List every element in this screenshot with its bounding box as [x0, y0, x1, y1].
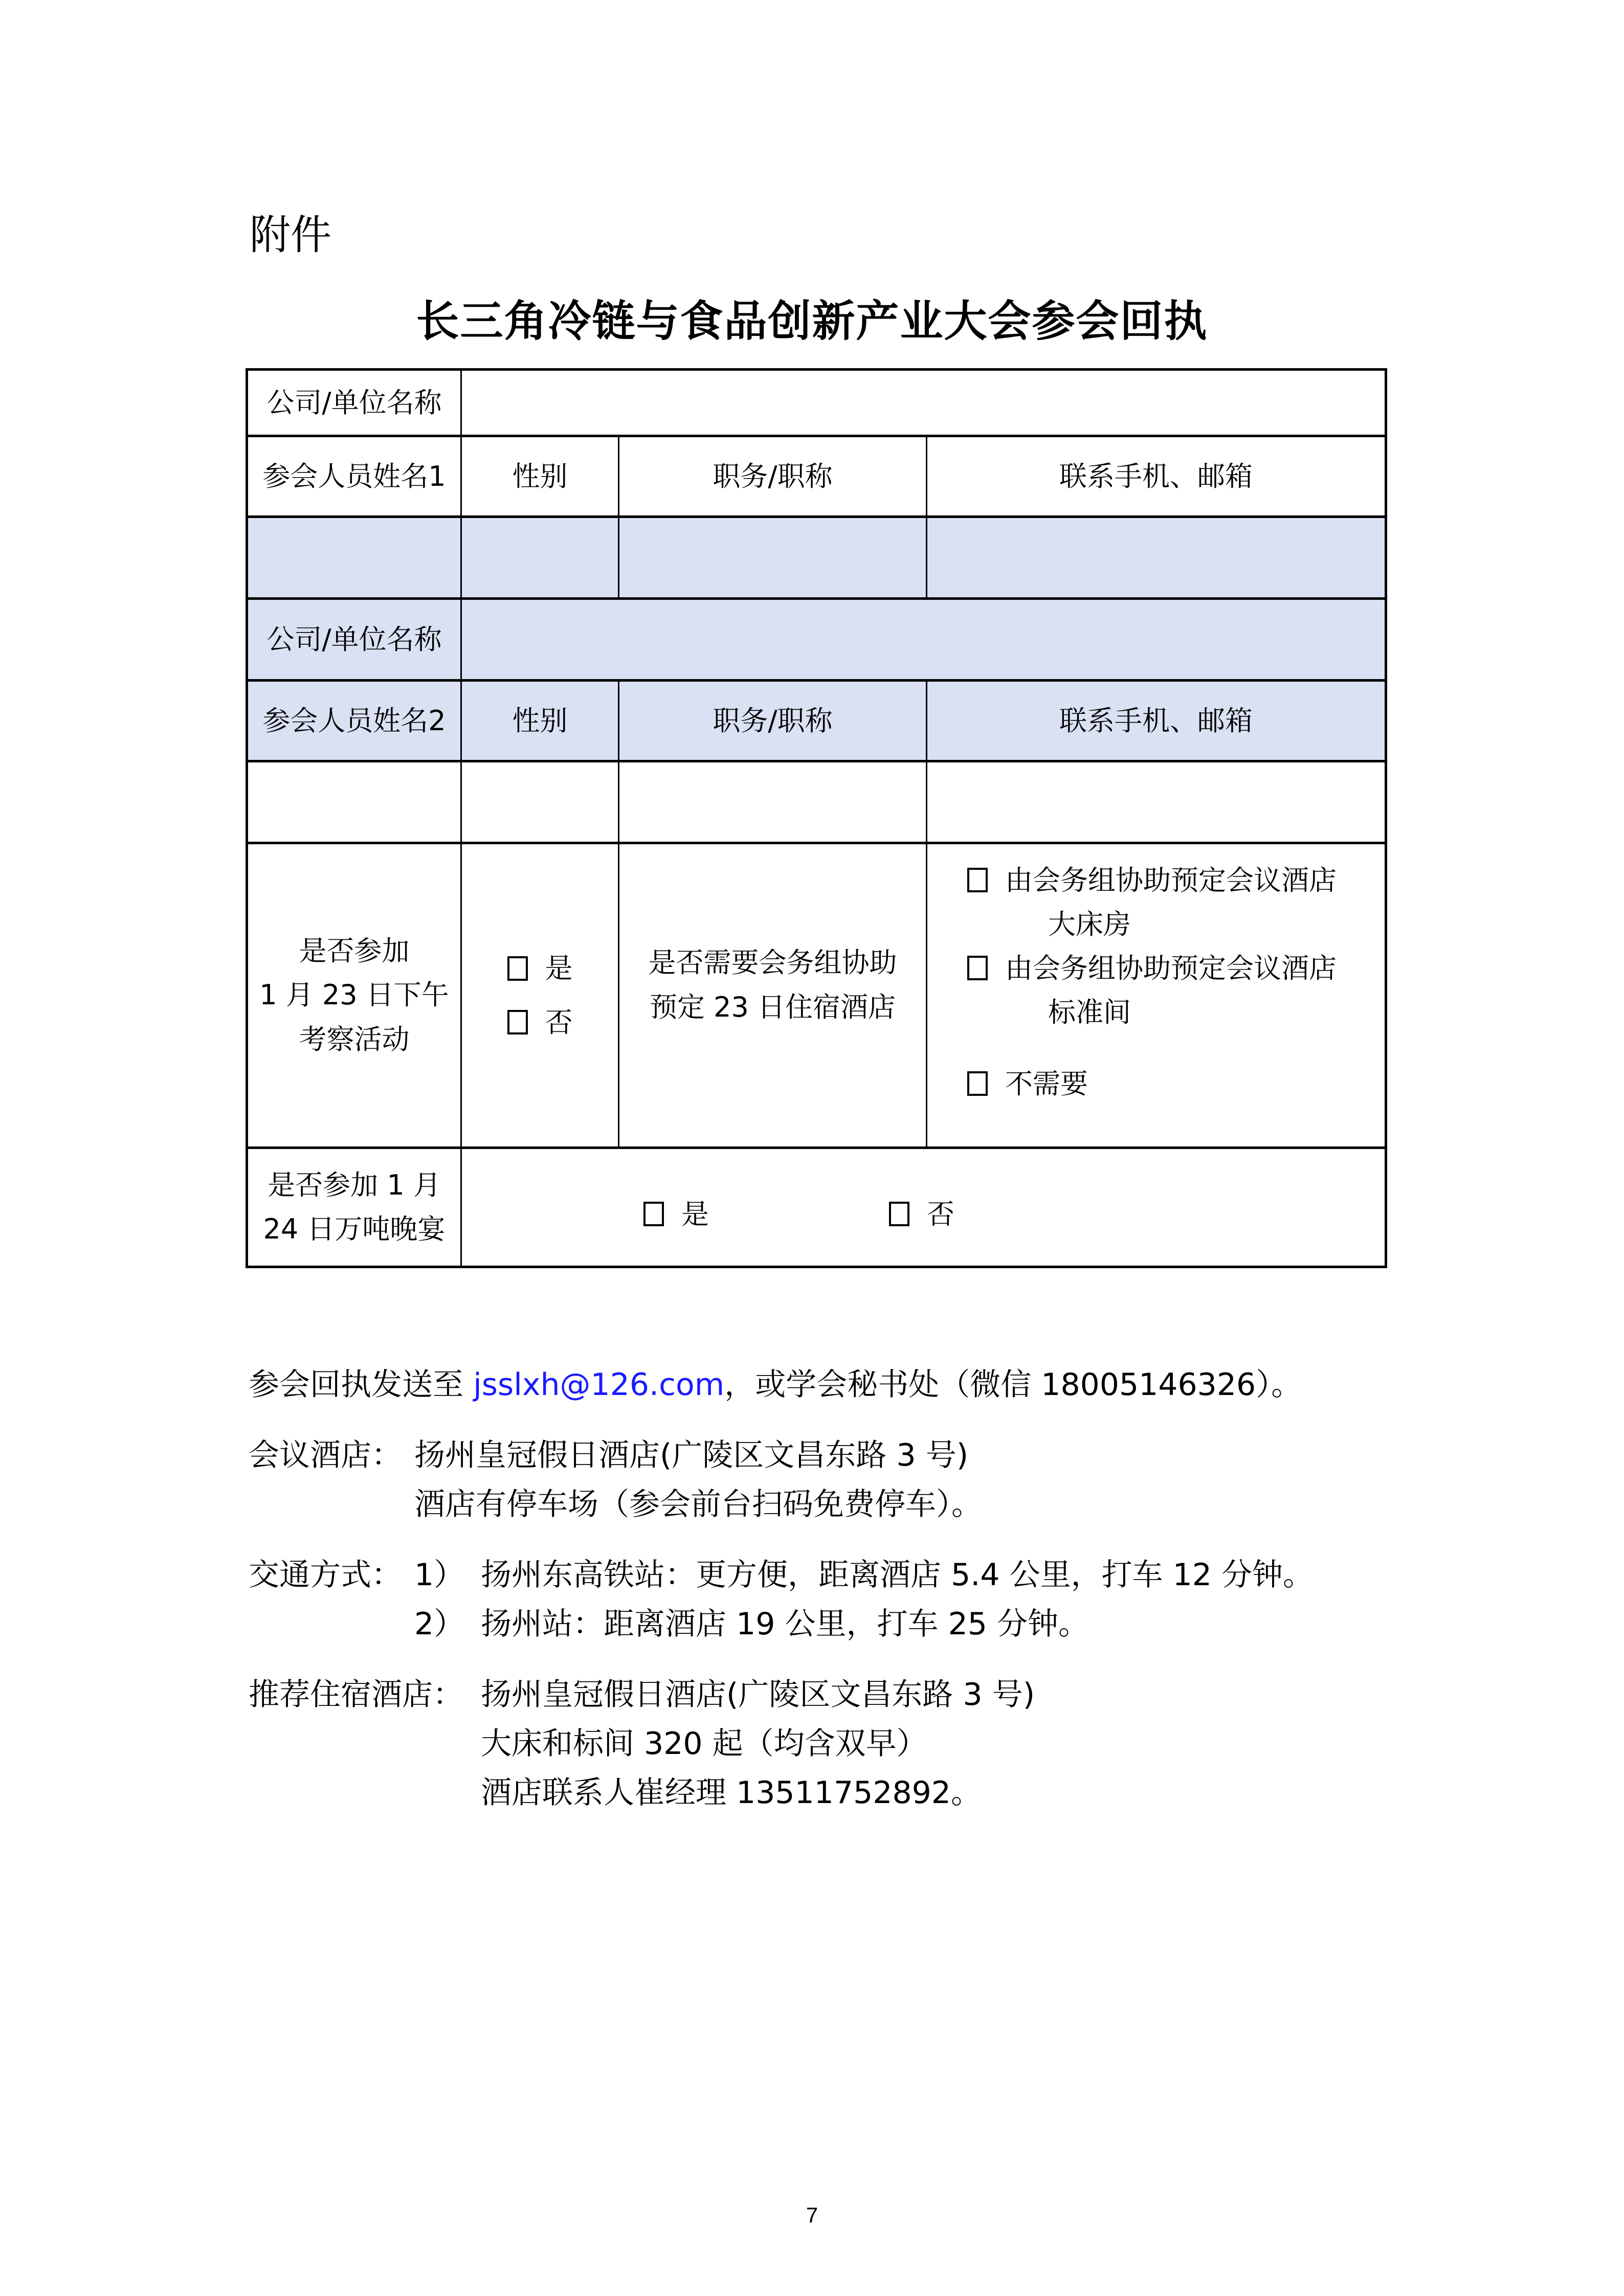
registration-table [246, 368, 1387, 1268]
lodging-line-2: 大床和标间 320 起（均含双早） [481, 1726, 927, 1762]
checkbox-icon[interactable] [507, 1010, 528, 1034]
tour-options [462, 844, 618, 1146]
position-header-2: 职务/职称 [713, 704, 833, 737]
page-number: 7 [806, 2203, 818, 2227]
attendee1-name-label: 参会人员姓名1 [262, 460, 446, 492]
transport-num-2: 2） [414, 1606, 465, 1642]
checkbox-icon[interactable] [507, 956, 528, 981]
lodging-line-1: 扬州皇冠假日酒店(广陵区文昌东路 3 号) [481, 1677, 1035, 1713]
send-instructions [249, 1367, 1302, 1403]
tour-option-yes-label: 是 [545, 952, 573, 985]
send-suffix: ，或学会秘书处（微信 18005146326）。 [724, 1367, 1302, 1403]
company-input-1[interactable] [462, 371, 1385, 435]
banquet-option-yes-label: 是 [681, 1198, 709, 1230]
hotel-option-king-label: 由会务组协助预定会议酒店 [1005, 864, 1337, 896]
attendee1-position-input[interactable] [619, 518, 926, 597]
tour-option-no-label: 否 [545, 1006, 573, 1039]
attendee1-contact-input[interactable] [927, 518, 1385, 597]
company-label-2: 公司/单位名称 [266, 623, 442, 656]
gender-header-1: 性别 [512, 460, 568, 492]
hotel-option-twin-sublabel: 标准间 [1048, 996, 1131, 1028]
attendee2-position-input[interactable] [619, 762, 926, 842]
contact-header-2: 联系手机、邮箱 [1059, 704, 1253, 737]
attendee2-name-input[interactable] [248, 762, 460, 842]
transport-text-1: 扬州东高铁站：更方便，距离酒店 5.4 公里，打车 12 分钟。 [481, 1557, 1314, 1593]
hotel-question-line: 预定 23 日住宿酒店 [649, 991, 896, 1023]
contact-header-1: 联系手机、邮箱 [1059, 460, 1253, 492]
banquet-options [462, 1149, 1385, 1266]
attendee2-contact-input[interactable] [927, 762, 1385, 842]
tour-option-yes[interactable] [507, 941, 573, 995]
hotel-label: 会议酒店： [249, 1437, 402, 1473]
hotel-question-line: 是否需要会务组协助 [648, 947, 897, 979]
checkbox-icon[interactable] [967, 1071, 988, 1096]
attendee1-name-input[interactable] [248, 518, 460, 597]
transport-num-1: 1） [414, 1557, 465, 1593]
tour-question-line: 考察活动 [299, 1023, 410, 1055]
tour-question-line: 1 月 23 日下午 [259, 979, 449, 1011]
banquet-question [248, 1149, 460, 1266]
company-label-1: 公司/单位名称 [266, 386, 442, 419]
banquet-question-line: 24 日万吨晚宴 [263, 1213, 446, 1245]
hotel-option-twin-label: 由会务组协助预定会议酒店 [1005, 952, 1337, 984]
tour-question [248, 844, 460, 1146]
banquet-option-no-label: 否 [927, 1198, 954, 1230]
banquet-option-no[interactable] [889, 1193, 954, 1236]
hotel-options [927, 844, 1385, 1146]
attendee2-name-label: 参会人员姓名2 [262, 704, 446, 737]
attendee1-gender-input[interactable] [462, 518, 618, 597]
tour-option-no[interactable] [507, 996, 573, 1049]
lodging-line-3: 酒店联系人崔经理 13511752892。 [481, 1775, 982, 1811]
hotel-option-king-sublabel: 大床房 [1048, 908, 1131, 940]
banquet-question-line: 是否参加 1 月 [268, 1168, 441, 1201]
hotel-line-1: 扬州皇冠假日酒店(广陵区文昌东路 3 号) [414, 1437, 969, 1473]
position-header-1: 职务/职称 [713, 460, 833, 492]
send-prefix: 参会回执发送至 [249, 1367, 474, 1403]
page-title: 长三角冷链与食品创新产业大会参会回执 [416, 296, 1208, 346]
checkbox-icon[interactable] [967, 868, 988, 892]
hotel-option-king[interactable] [967, 859, 1337, 947]
gender-header-2: 性别 [512, 704, 568, 737]
transport-label: 交通方式： [249, 1557, 402, 1593]
banquet-option-yes[interactable] [643, 1193, 709, 1236]
lodging-label: 推荐住宿酒店： [249, 1677, 463, 1713]
hotel-option-none-label: 不需要 [1005, 1068, 1088, 1100]
hotel-line-2: 酒店有停车场（参会前台扫码免费停车）。 [414, 1487, 982, 1522]
checkbox-icon[interactable] [643, 1202, 664, 1226]
transport-text-2: 扬州站：距离酒店 19 公里，打车 25 分钟。 [481, 1606, 1089, 1642]
tour-question-line: 是否参加 [299, 934, 410, 967]
checkbox-icon[interactable] [889, 1202, 909, 1226]
email-link[interactable]: jsslxh@126.com [473, 1367, 725, 1403]
hotel-option-none[interactable] [967, 1062, 1088, 1106]
attendee2-gender-input[interactable] [462, 762, 618, 842]
hotel-option-twin[interactable] [967, 947, 1337, 1034]
checkbox-icon[interactable] [967, 956, 988, 980]
attachment-label: 附件 [250, 211, 331, 259]
company-input-2[interactable] [462, 600, 1385, 679]
hotel-question [619, 844, 926, 1146]
